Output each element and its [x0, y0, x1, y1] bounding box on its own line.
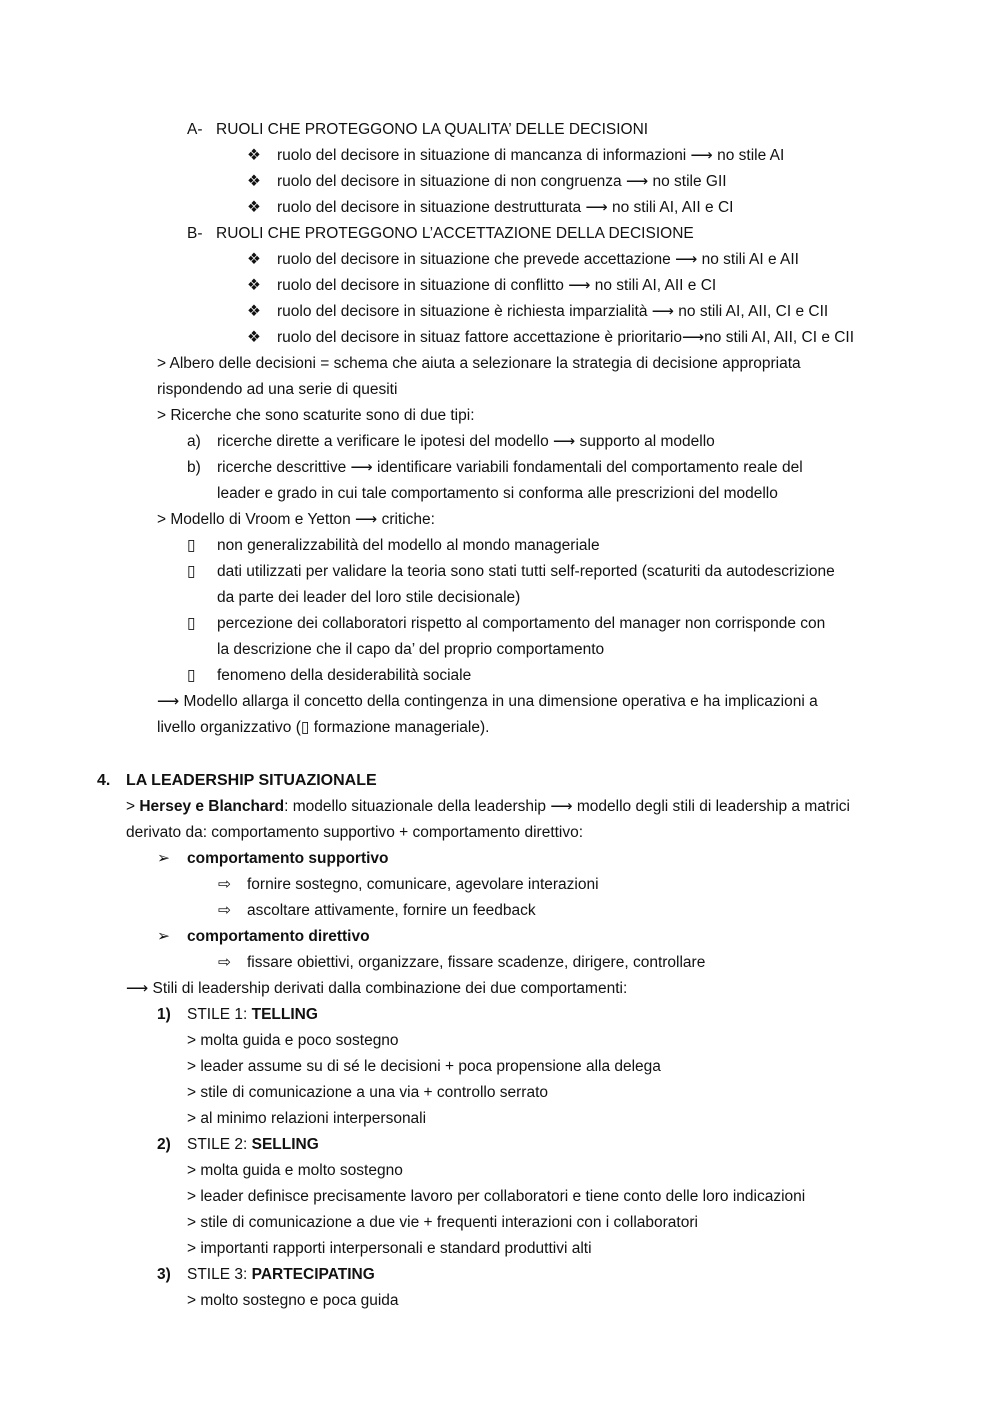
list-marker: 2) [157, 1136, 171, 1153]
box-bullet-icon: ▯ [187, 667, 196, 684]
arrowhead-bullet-icon: ➢ [157, 928, 170, 945]
list-item: fissare obiettivi, organizzare, fissare scadenze, dirigere, controllare [247, 954, 706, 971]
paragraph-line: ⟶ Modello allarga il concetto della contingenza in una dimensione operativa e ha implicazioni a [157, 693, 818, 710]
list-marker: B- [187, 225, 203, 242]
list-item: dati utilizzati per validare la teoria sono stati tutti self-reported (scaturiti da autodescrizione [217, 563, 835, 580]
hollow-arrow-bullet-icon: ⇨ [218, 954, 231, 971]
style-detail: > al minimo relazioni interpersonali [187, 1110, 427, 1127]
diamond-bullet-icon: ❖ [247, 147, 261, 164]
style-detail: > leader definisce precisamente lavoro per collaboratori e tiene conto delle loro indicazioni [187, 1188, 806, 1205]
list-item: ricerche descrittive ⟶ identificare variabili fondamentali del comportamento reale del [217, 459, 803, 476]
style-prefix: STILE 1: [187, 1006, 252, 1023]
list-item: ascoltare attivamente, fornire un feedback [247, 902, 536, 919]
list-item: ruolo del decisore in situaz fattore accettazione è prioritario⟶no stili AI, AII, CI e CII [277, 329, 855, 346]
diamond-bullet-icon: ❖ [247, 329, 261, 346]
box-bullet-icon: ▯ [187, 563, 196, 580]
style-name: SELLING [251, 1136, 319, 1153]
list-item: non generalizzabilità del modello al mondo manageriale [217, 537, 600, 554]
subheading-supportivo: comportamento supportivo [187, 850, 389, 867]
list-item: ruolo del decisore in situazione di non congruenza ⟶ no stile GII [277, 173, 727, 190]
diamond-bullet-icon: ❖ [247, 199, 261, 216]
style-detail: > molta guida e poco sostegno [187, 1032, 399, 1049]
paragraph-line: derivato da: comportamento supportivo + comportamento direttivo: [126, 824, 584, 841]
intro-prefix: > [126, 798, 140, 815]
diamond-bullet-icon: ❖ [247, 173, 261, 190]
list-item: fenomeno della desiderabilità sociale [217, 667, 472, 684]
style-heading [187, 1135, 319, 1155]
section-b-title: RUOLI CHE PROTEGGONO L’ACCETTAZIONE DELLA DECISIONE [216, 225, 694, 242]
paragraph-line: > Albero delle decisioni = schema che aiuta a selezionare la strategia di decisione appropriata [157, 355, 801, 372]
paragraph-line: ⟶ Stili di leadership derivati dalla combinazione dei due comportamenti: [126, 980, 628, 997]
diamond-bullet-icon: ❖ [247, 277, 261, 294]
list-item: ruolo del decisore in situazione destrutturata ⟶ no stili AI, AII e CI [277, 199, 734, 216]
subheading-direttivo: comportamento direttivo [187, 928, 370, 945]
style-detail: > molto sostegno e poca guida [187, 1292, 399, 1309]
style-heading [187, 1265, 375, 1285]
style-prefix: STILE 3: [187, 1266, 252, 1283]
list-marker: a) [187, 433, 201, 450]
style-detail: > stile di comunicazione a due vie + frequenti interazioni con i collaboratori [187, 1214, 698, 1231]
list-item: fornire sostegno, comunicare, agevolare interazioni [247, 876, 599, 893]
style-detail: > molta guida e molto sostegno [187, 1162, 403, 1179]
style-name: TELLING [251, 1006, 318, 1023]
list-item: ruolo del decisore in situazione di mancanza di informazioni ⟶ no stile AI [277, 147, 785, 164]
list-item: percezione dei collaboratori rispetto al comportamento del manager non corrisponde con [217, 615, 826, 632]
list-item: ricerche dirette a verificare le ipotesi del modello ⟶ supporto al modello [217, 433, 715, 450]
authors-name: Hersey e Blanchard [139, 798, 285, 815]
hollow-arrow-bullet-icon: ⇨ [218, 876, 231, 893]
diamond-bullet-icon: ❖ [247, 251, 261, 268]
list-item-continuation: leader e grado in cui tale comportamento si conforma alle prescrizioni del modello [217, 485, 778, 502]
arrowhead-bullet-icon: ➢ [157, 850, 170, 867]
section-heading: LA LEADERSHIP SITUAZIONALE [126, 772, 377, 789]
style-detail: > stile di comunicazione a una via + controllo serrato [187, 1084, 549, 1101]
list-item-continuation: la descrizione che il capo da’ del proprio comportamento [217, 641, 605, 658]
style-detail: > leader assume su di sé le decisioni + poca propensione alla delega [187, 1058, 661, 1075]
section-number: 4. [97, 772, 111, 789]
list-marker: A- [187, 121, 203, 138]
paragraph-line [126, 797, 850, 817]
list-item-continuation: da parte dei leader del loro stile decisionale) [217, 589, 521, 606]
list-item: ruolo del decisore in situazione di conflitto ⟶ no stili AI, AII e CI [277, 277, 717, 294]
section-a-title: RUOLI CHE PROTEGGONO LA QUALITA’ DELLE DECISIONI [216, 121, 649, 138]
box-bullet-icon: ▯ [187, 615, 196, 632]
list-item: ruolo del decisore in situazione è richiesta imparzialità ⟶ no stili AI, AII, CI e CII [277, 303, 829, 320]
list-marker: 1) [157, 1006, 171, 1023]
paragraph-line: livello organizzativo (▯ formazione manageriale). [157, 719, 490, 736]
intro-text: : modello situazionale della leadership ⟶ modello degli stili di leadership a matrici [284, 798, 850, 815]
list-item: ruolo del decisore in situazione che prevede accettazione ⟶ no stili AI e AII [277, 251, 799, 268]
style-detail: > importanti rapporti interpersonali e standard produttivi alti [187, 1240, 592, 1257]
paragraph-line: > Modello di Vroom e Yetton ⟶ critiche: [157, 511, 435, 528]
style-prefix: STILE 2: [187, 1136, 252, 1153]
paragraph-line: > Ricerche che sono scaturite sono di due tipi: [157, 407, 475, 424]
hollow-arrow-bullet-icon: ⇨ [218, 902, 231, 919]
box-bullet-icon: ▯ [187, 537, 196, 554]
style-heading [187, 1005, 318, 1025]
list-marker: 3) [157, 1266, 171, 1283]
paragraph-line: rispondendo ad una serie di quesiti [157, 381, 398, 398]
diamond-bullet-icon: ❖ [247, 303, 261, 320]
list-marker: b) [187, 459, 201, 476]
style-name: PARTECIPATING [251, 1266, 375, 1283]
